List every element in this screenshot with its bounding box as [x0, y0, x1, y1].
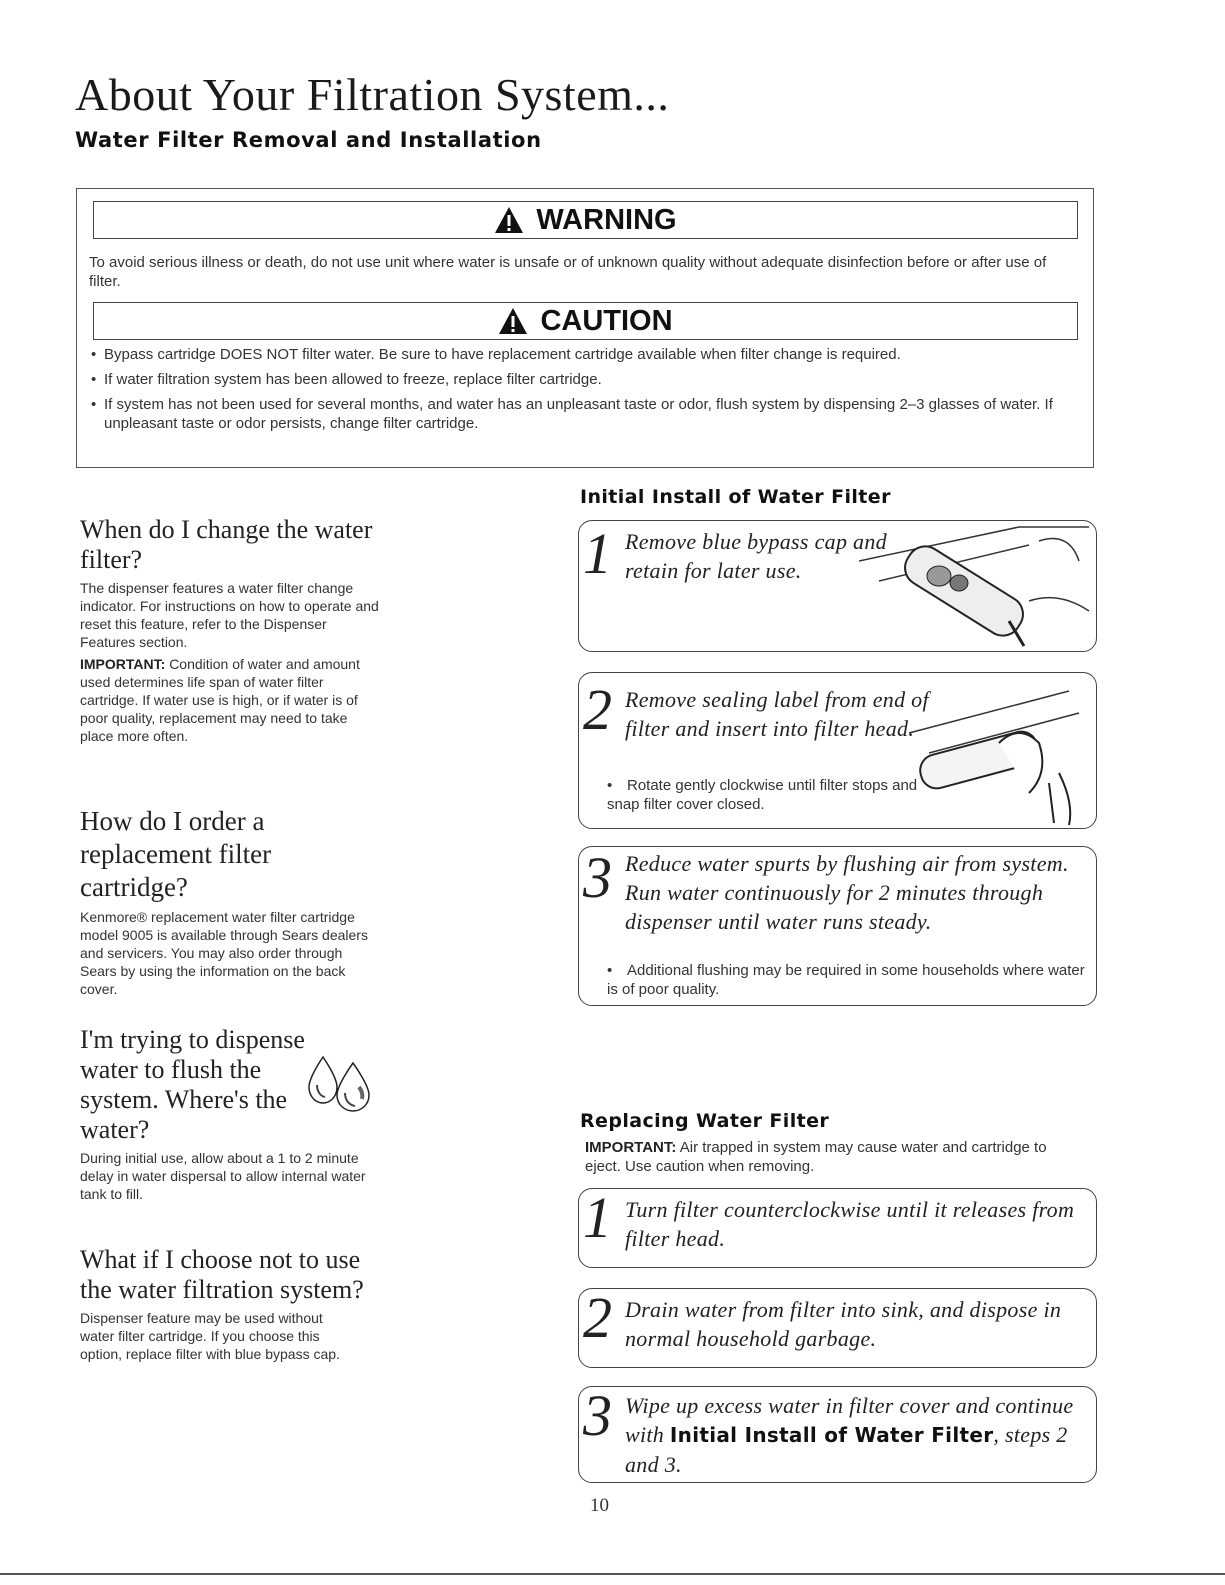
faq-answer: During initial use, allow about a 1 to 2 minute delay in water dispersal to allow internal water tank to fill. [80, 1150, 366, 1202]
faq-item [80, 805, 380, 1025]
faq-question: What if I choose not to use the water filtration system? [80, 1245, 364, 1304]
warning-banner [93, 201, 1078, 239]
list-item: • Bypass cartridge DOES NOT filter water. Be sure to have replacement cartridge available when filter change is required. [91, 346, 901, 363]
step-text: Drain water from filter into sink, and dispose in normal household garbage. [625, 1297, 1062, 1351]
footer-divider [0, 1573, 1225, 1575]
install-step-1 [578, 520, 1097, 652]
filter-insert-illustration [899, 673, 1094, 828]
step-number: 1 [583, 521, 612, 586]
warning-triangle-icon [494, 206, 524, 234]
step-bullet: • Rotate gently clockwise until filter stops and snap filter cover closed. [607, 777, 918, 813]
replacing-important: IMPORTANT: Air trapped in system may cause water and cartridge to eject. Use caution when removing. [585, 1139, 1047, 1175]
step-text: Turn filter counterclockwise until it releases from filter head. [625, 1197, 1075, 1251]
step-text: Remove blue bypass cap and retain for later use. [625, 529, 887, 583]
caution-triangle-icon [498, 307, 528, 335]
faq-question: I'm trying to dispense water to flush the system. Where's the water? [80, 1025, 305, 1144]
faq-item [80, 1245, 380, 1363]
caution-list [89, 345, 1089, 439]
faq-answer: Kenmore® replacement water filter cartridge model 9005 is available through Sears dealers and servicers. You may also order through Sears by using the information on the back cover. [80, 909, 368, 997]
replace-step-3 [578, 1386, 1097, 1483]
step-text: Remove sealing label from end of filter and insert into filter head. [625, 687, 929, 741]
step-text: Wipe up excess water in filter cover and continue with Initial Install of Water Filter, steps 2 and 3. [625, 1393, 1074, 1477]
step-text: Reduce water spurts by flushing air from system. Run water continuously for 2 minutes through dispenser until water runs steady. [625, 851, 1069, 934]
caution-label: CAUTION [540, 304, 673, 337]
safety-alert-box [76, 188, 1094, 468]
page-subtitle: Water Filter Removal and Installation [75, 128, 542, 152]
install-step-3 [578, 846, 1097, 1006]
list-item: • If system has not been used for several months, and water has an unpleasant taste or odor, flush system by dispensing 2–3 glasses of water. If unpleasant taste or odor persists, change filter cartridge. [91, 396, 1053, 432]
step-number: 3 [583, 1386, 612, 1448]
faq-column [80, 515, 380, 1363]
step-number: 2 [583, 677, 612, 742]
warning-label: WARNING [536, 203, 677, 236]
install-step-2 [578, 672, 1097, 829]
faq-answer: Dispenser feature may be used without water filter cartridge. If you choose this option, replace filter with blue bypass cap. [80, 1310, 340, 1362]
page-number: 10 [590, 1495, 609, 1516]
faq-answer: The dispenser features a water filter change indicator. For instructions on how to operate and reset this feature, refer to the Dispenser Features section. [80, 580, 379, 650]
replace-step-2 [578, 1288, 1097, 1368]
list-item: • If water filtration system has been allowed to freeze, replace filter cartridge. [91, 371, 602, 388]
step-number: 1 [583, 1188, 612, 1250]
faq-item [80, 515, 380, 805]
water-drops-icon [305, 1053, 375, 1118]
caution-banner [93, 302, 1078, 340]
step-number: 2 [583, 1288, 612, 1350]
step-bullet: • Additional flushing may be required in some households where water is of poor quality. [607, 962, 1085, 998]
faq-important: IMPORTANT: Condition of water and amount used determines life span of water filter cartridge. If water use is high, or if water is of poor quality, replacement may need to take place more often. [80, 656, 360, 744]
initial-install-title: Initial Install of Water Filter [580, 486, 891, 508]
replace-step-1 [578, 1188, 1097, 1268]
page-title: About Your Filtration System... [75, 69, 670, 120]
filter-cap-illustration [859, 521, 1094, 651]
replacing-title: Replacing Water Filter [580, 1110, 830, 1132]
faq-question: How do I order a replacement filter cartridge? [80, 806, 272, 902]
warning-text: To avoid serious illness or death, do not use unit where water is unsafe or of unknown quality without adequate disinfection before or after use of filter. [89, 254, 1047, 290]
initial-install-reference: Initial Install of Water Filter [669, 1423, 994, 1447]
faq-question: When do I change the water filter? [80, 515, 373, 574]
step-number: 3 [583, 846, 612, 910]
